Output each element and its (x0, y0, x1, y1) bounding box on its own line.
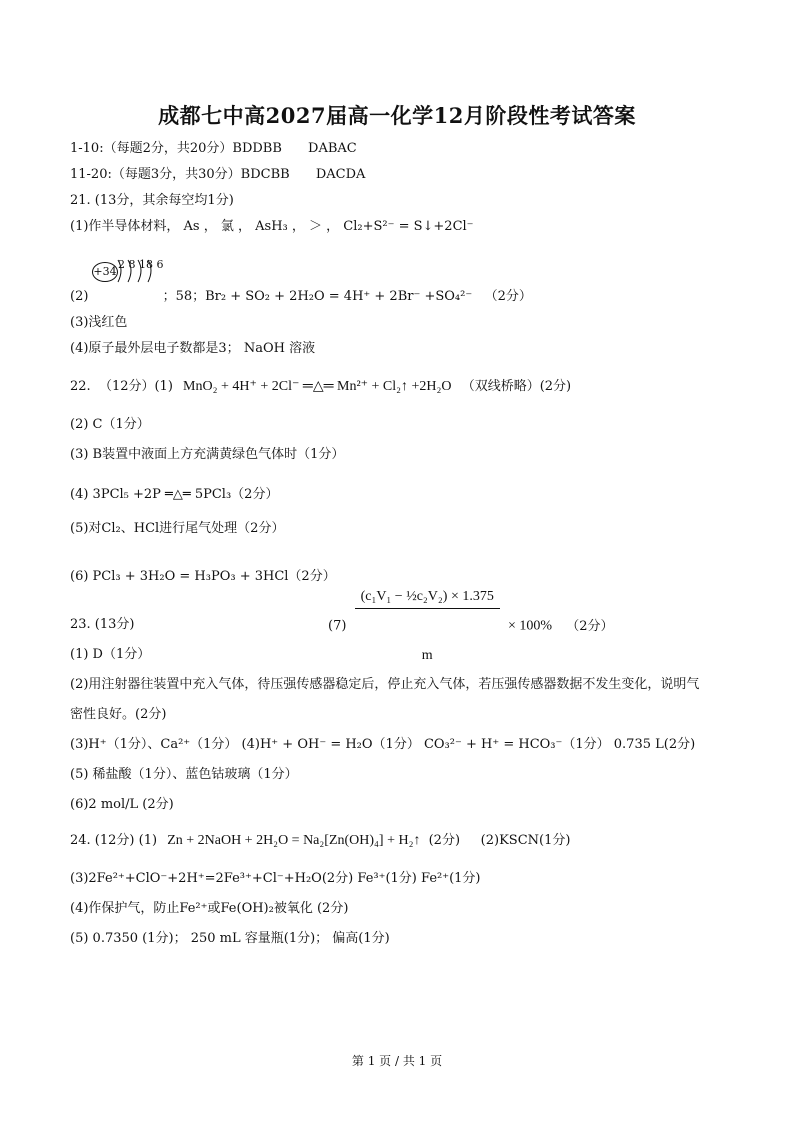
mc-line-2-answers: DACDA (315, 167, 366, 182)
mc-line-2-label: 11-20:（每题3分，共30分）BDCBB (70, 167, 290, 182)
mc-line-1-label: 1-10:（每题2分，共20分）BDDBB (70, 141, 282, 156)
q22-part7-tail: × 100% (508, 618, 553, 634)
q23-part5: (5) 稀盐酸（1分）、蓝色钴玻璃（1分） (70, 767, 298, 782)
q24-part4: (4)作保护气，防止Fe²⁺或Fe(OH)₂被氧化 (2分) (70, 901, 349, 916)
mc-line-1-answers: DABAC (308, 141, 357, 156)
q22-fraction-denominator: m (421, 648, 433, 663)
mc-line-2 (70, 166, 365, 184)
q22-part7-note: （2分） (566, 618, 614, 634)
q24-part5: (5) 0.7350 (1分)； 250 mL 容量瓶(1分)； 偏高(1分) (70, 931, 390, 946)
q21-part4: (4)原子最外层电子数都是3； NaOH 溶液 (70, 341, 316, 356)
q22-part4: (4) 3PCl₅ +2P ═△═ 5PCl₃（2分） (70, 487, 279, 502)
q23-part3: (3)H⁺（1分）、Ca²⁺（1分） (4)H⁺ + OH⁻ = H₂O（1分） CO₃²⁻ + H⁺ = HCO₃⁻（1分） 0.735 L(2分) (70, 737, 696, 752)
q22-part1-note: （双线桥略）(2分) (461, 379, 572, 394)
mc-line-1 (70, 140, 357, 158)
q24-part1-label: 24. (12分) (1) (70, 833, 158, 848)
q22-fraction-numerator: (c₁V₁ − ½c₂V₂) × 1.375 (355, 588, 500, 609)
q22-part1-label: 22. （12分）(1) (70, 379, 173, 394)
q21-part2-text: ；58；Br₂ + SO₂ + 2H₂O = 4H⁺ + 2Br⁻ +SO₄²⁻ （2分） (162, 289, 532, 304)
q23-header: 23. (13分) (70, 617, 135, 632)
q21-part2 (70, 288, 532, 306)
q22-part5: (5)对Cl₂、HCl进行尾气处理（2分） (70, 521, 285, 536)
q22-part2: (2) C（1分） (70, 417, 150, 432)
page-footer: 第 1 页 / 共 1 页 (351, 1054, 443, 1068)
q22-equation: MnO₂ + 4H⁺ + 2Cl⁻ ═△═ Mn²⁺ + Cl₂↑ +2H₂O (183, 379, 452, 394)
q23-part1: (1) D（1分） (70, 647, 151, 662)
q22-part1 (70, 378, 571, 396)
q24-part1-note: (2分) (2)KSCN(1分) (428, 833, 571, 848)
electron-shells: 2 8 18 6 (118, 258, 164, 271)
q22-part6: (6) PCl₃ + 3H₂O = H₃PO₃ + 3HCl（2分） (70, 569, 336, 584)
q24-part3: (3)2Fe²⁺+ClO⁻+2H⁺=2Fe³⁺+Cl⁻+H₂O(2分) Fe³⁺(1分) Fe²⁺(1分) (70, 871, 481, 886)
q21-header: 21. (13分，其余每空均1分) (70, 193, 234, 208)
q23-part2a: (2)用注射器往装置中充入气体，待压强传感器稳定后，停止充入气体，若压强传感器数据不发生变化，说明气 (70, 677, 700, 692)
q22-part7-label: (7) (328, 618, 347, 634)
page-title: 成都七中高2027届高一化学12月阶段性考试答案 (158, 103, 636, 128)
atom-structure-diagram: +34 (92, 262, 118, 282)
q21-part2-label: (2) (70, 289, 89, 304)
q22-part3: (3) B装置中液面上方充满黄绿色气体时（1分） (70, 447, 345, 462)
q23-part6: (6)2 mol/L (2分) (70, 797, 174, 812)
q24-part1 (70, 832, 570, 850)
q21-part3: (3)浅红色 (70, 315, 128, 330)
q23-part2b: 密性良好。(2分) (70, 707, 167, 722)
q24-equation: Zn + 2NaOH + 2H₂O = Na₂[Zn(OH)₄] + H₂↑ (167, 833, 421, 848)
q21-part1: (1)作半导体材料， As ， 氯 ， AsH₃ ， ＞ ， Cl₂+S²⁻ = S↓+2Cl⁻ (70, 219, 474, 234)
